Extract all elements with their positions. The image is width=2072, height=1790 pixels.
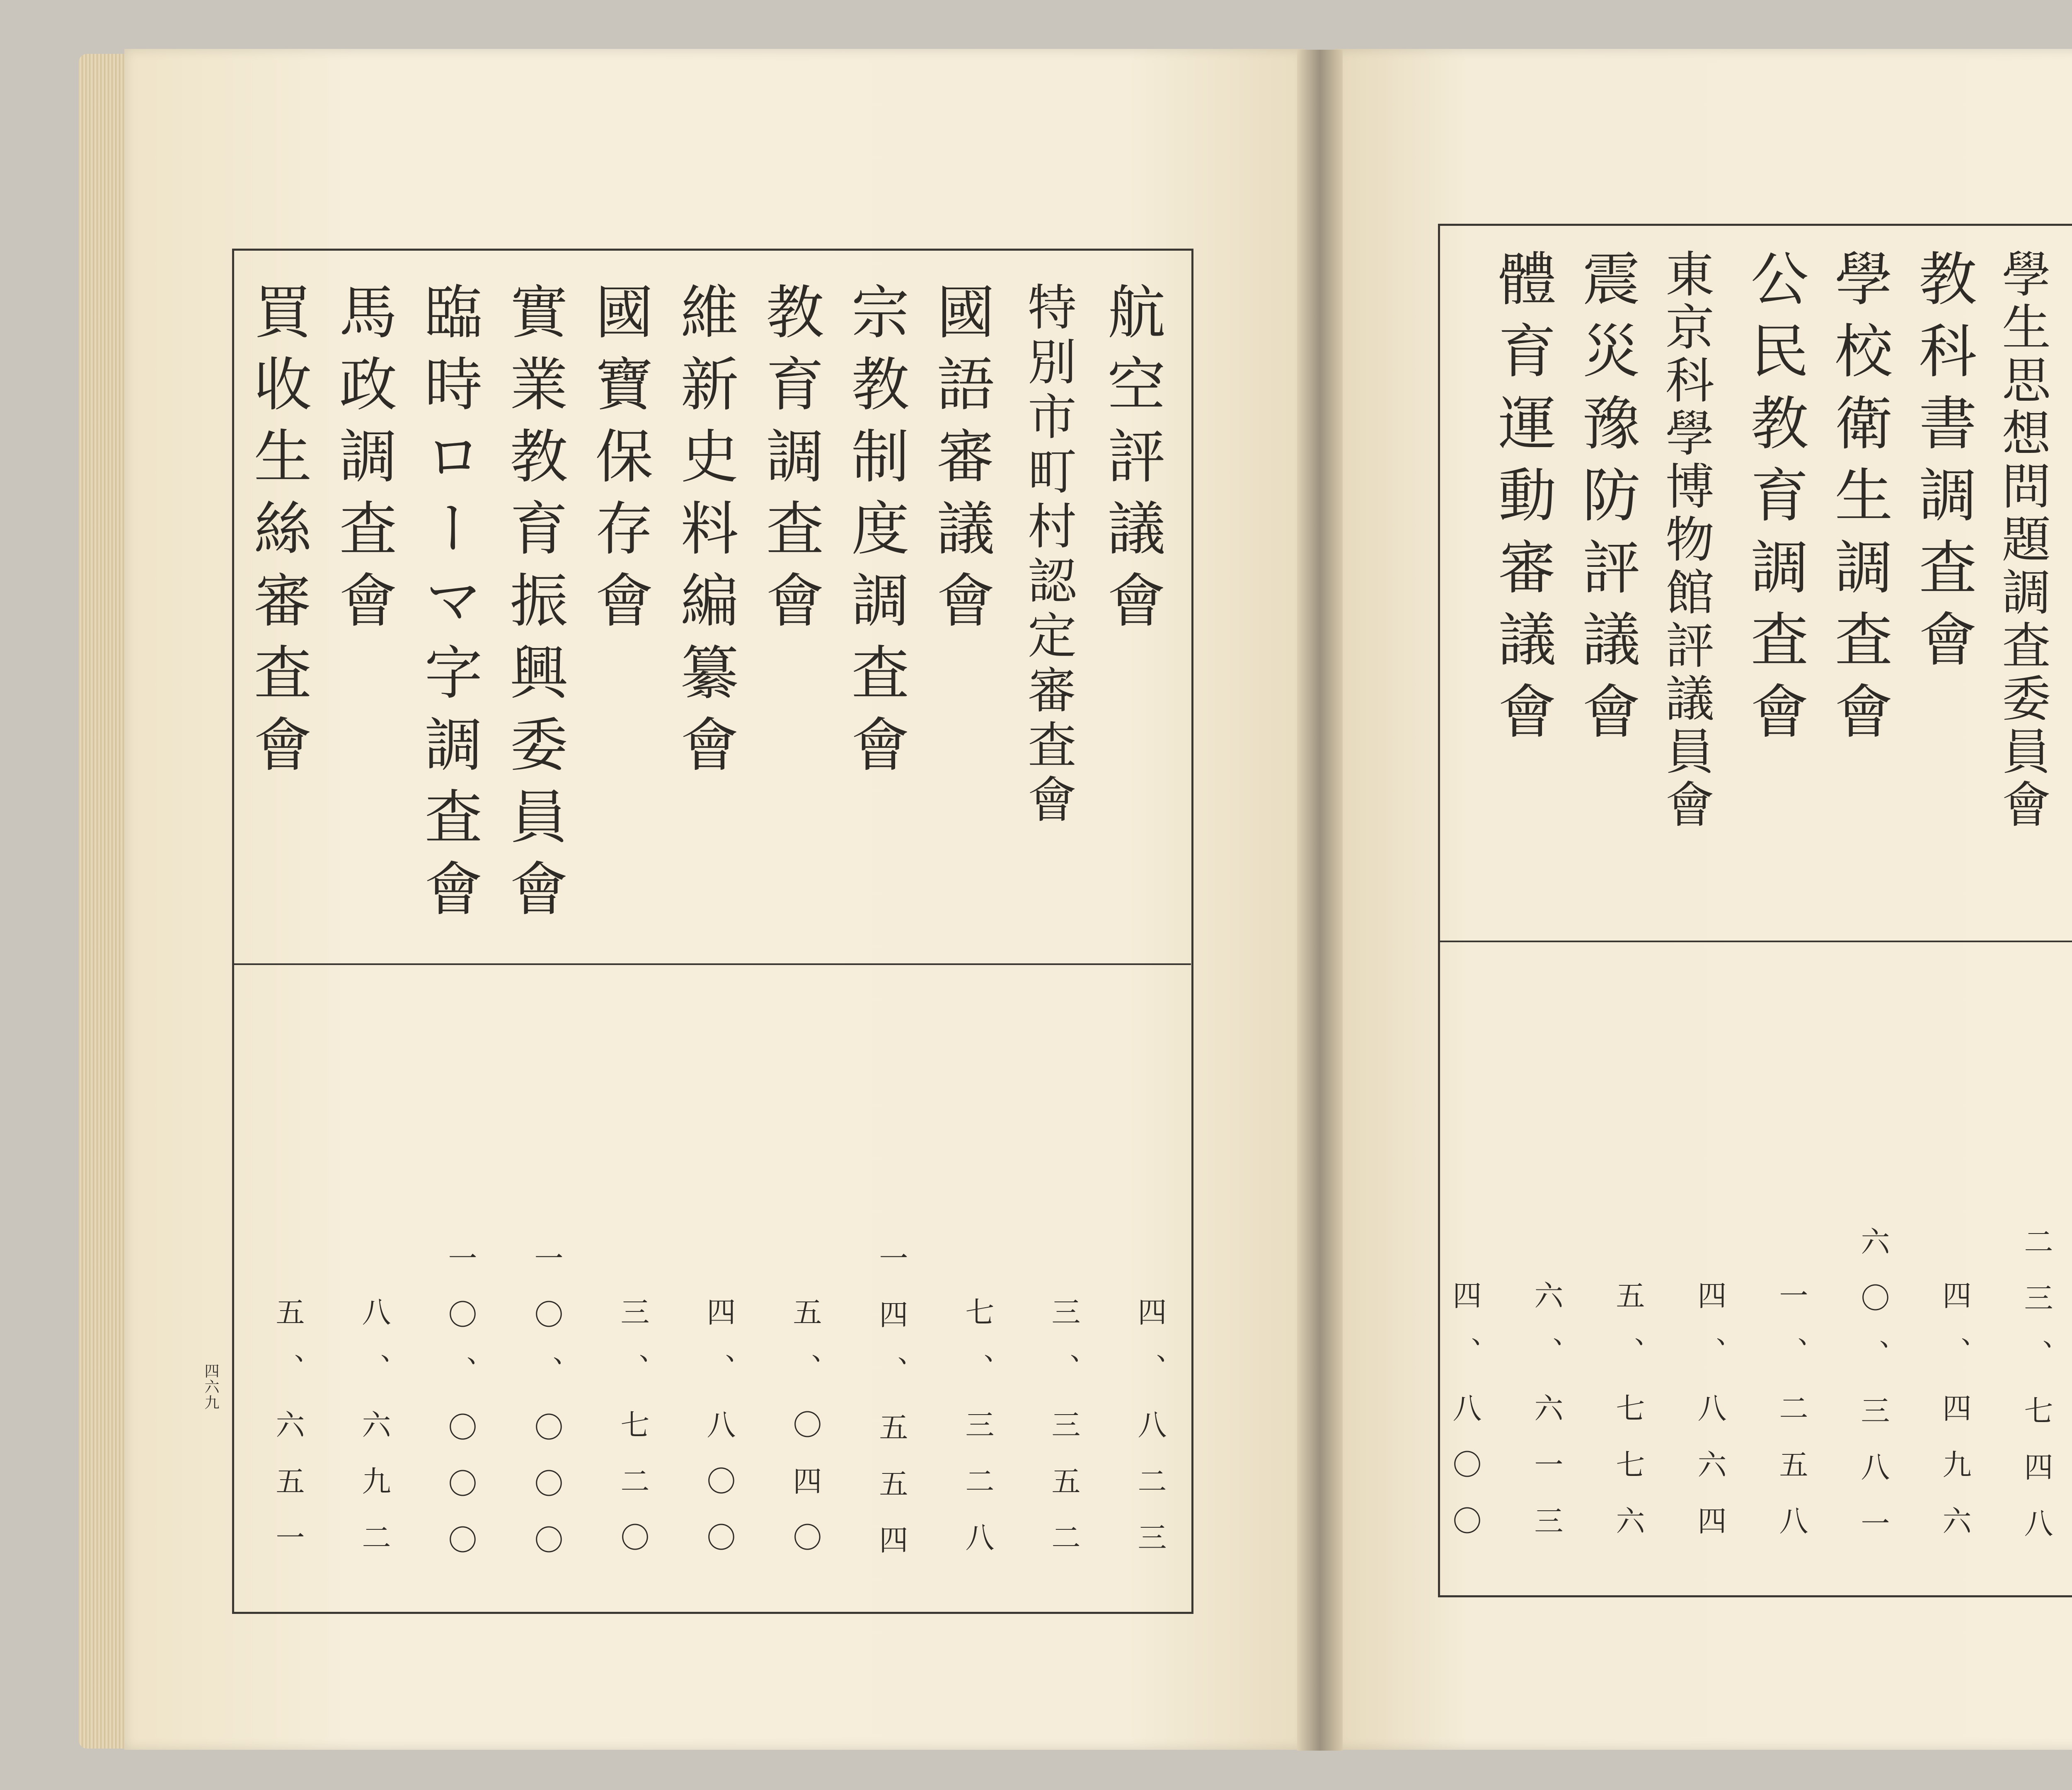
amount-value: 五、六五一 bbox=[271, 1297, 305, 1579]
committee-name: 教科書調査會 bbox=[1909, 249, 1977, 681]
committee-name: 學校衛生調査會 bbox=[1825, 249, 1893, 753]
committee-name: 體育運動審議會 bbox=[1489, 249, 1556, 753]
right-table-divider bbox=[1438, 941, 2072, 942]
committee-name: 買收生絲審査會 bbox=[244, 282, 312, 786]
amount-value: 七、三二八 bbox=[961, 1297, 995, 1579]
amount-value: 四、八〇〇 bbox=[702, 1297, 736, 1579]
committee-name: 航空評議會 bbox=[1098, 282, 1165, 642]
amount-value: 六〇、三八一 bbox=[1856, 1226, 1890, 1565]
amount-value: 一〇、〇〇〇 bbox=[443, 1243, 477, 1581]
committee-name: 國寶保存會 bbox=[586, 282, 653, 642]
amount-value: 二三、七四八 bbox=[2019, 1226, 2053, 1565]
committee-name: 學生思想問題調査委員會 bbox=[1994, 249, 2051, 832]
amount-value: 三、七二〇 bbox=[616, 1297, 650, 1579]
amount-value: 四、四九六 bbox=[1938, 1280, 1972, 1562]
amount-value: 三、三五二 bbox=[1047, 1297, 1081, 1579]
amount-value: 五、〇四〇 bbox=[788, 1297, 822, 1579]
book-gutter bbox=[1297, 50, 1343, 1751]
amount-value: 四、八六四 bbox=[1693, 1280, 1727, 1562]
committee-name: 震災豫防評議會 bbox=[1573, 249, 1640, 753]
amount-value: 一四、五五四 bbox=[874, 1243, 908, 1581]
amount-value: 六、六一三 bbox=[1530, 1280, 1564, 1562]
committee-name: 特別市町村認定審査會 bbox=[1019, 282, 1077, 829]
committee-name: 公民教育調査會 bbox=[1741, 249, 1808, 753]
amount-value: 五、七七六 bbox=[1611, 1280, 1645, 1562]
amount-value: 一〇、〇〇〇 bbox=[530, 1243, 564, 1581]
committee-name: 維新史料編纂會 bbox=[671, 282, 738, 786]
committee-name: 教育調査會 bbox=[756, 282, 824, 642]
left-table-divider bbox=[232, 963, 1191, 965]
committee-name: 國語審議會 bbox=[927, 282, 995, 642]
committee-name: 東京科學博物館評議員會 bbox=[1657, 249, 1714, 832]
amount-value: 八、六九二 bbox=[357, 1297, 391, 1579]
amount-value: 一、二五八 bbox=[1774, 1280, 1808, 1562]
committee-name: 實業教育振興委員會 bbox=[500, 282, 568, 931]
committee-name: 臨時ローマ字調査會 bbox=[415, 282, 482, 931]
amount-value: 四、八二三 bbox=[1133, 1297, 1167, 1579]
left-page-number: 四六九 bbox=[202, 1363, 219, 1410]
committee-name: 馬政調査會 bbox=[329, 282, 397, 642]
committee-name: 宗教制度調査會 bbox=[842, 282, 909, 786]
amount-value: 四、八〇〇 bbox=[1448, 1280, 1482, 1562]
